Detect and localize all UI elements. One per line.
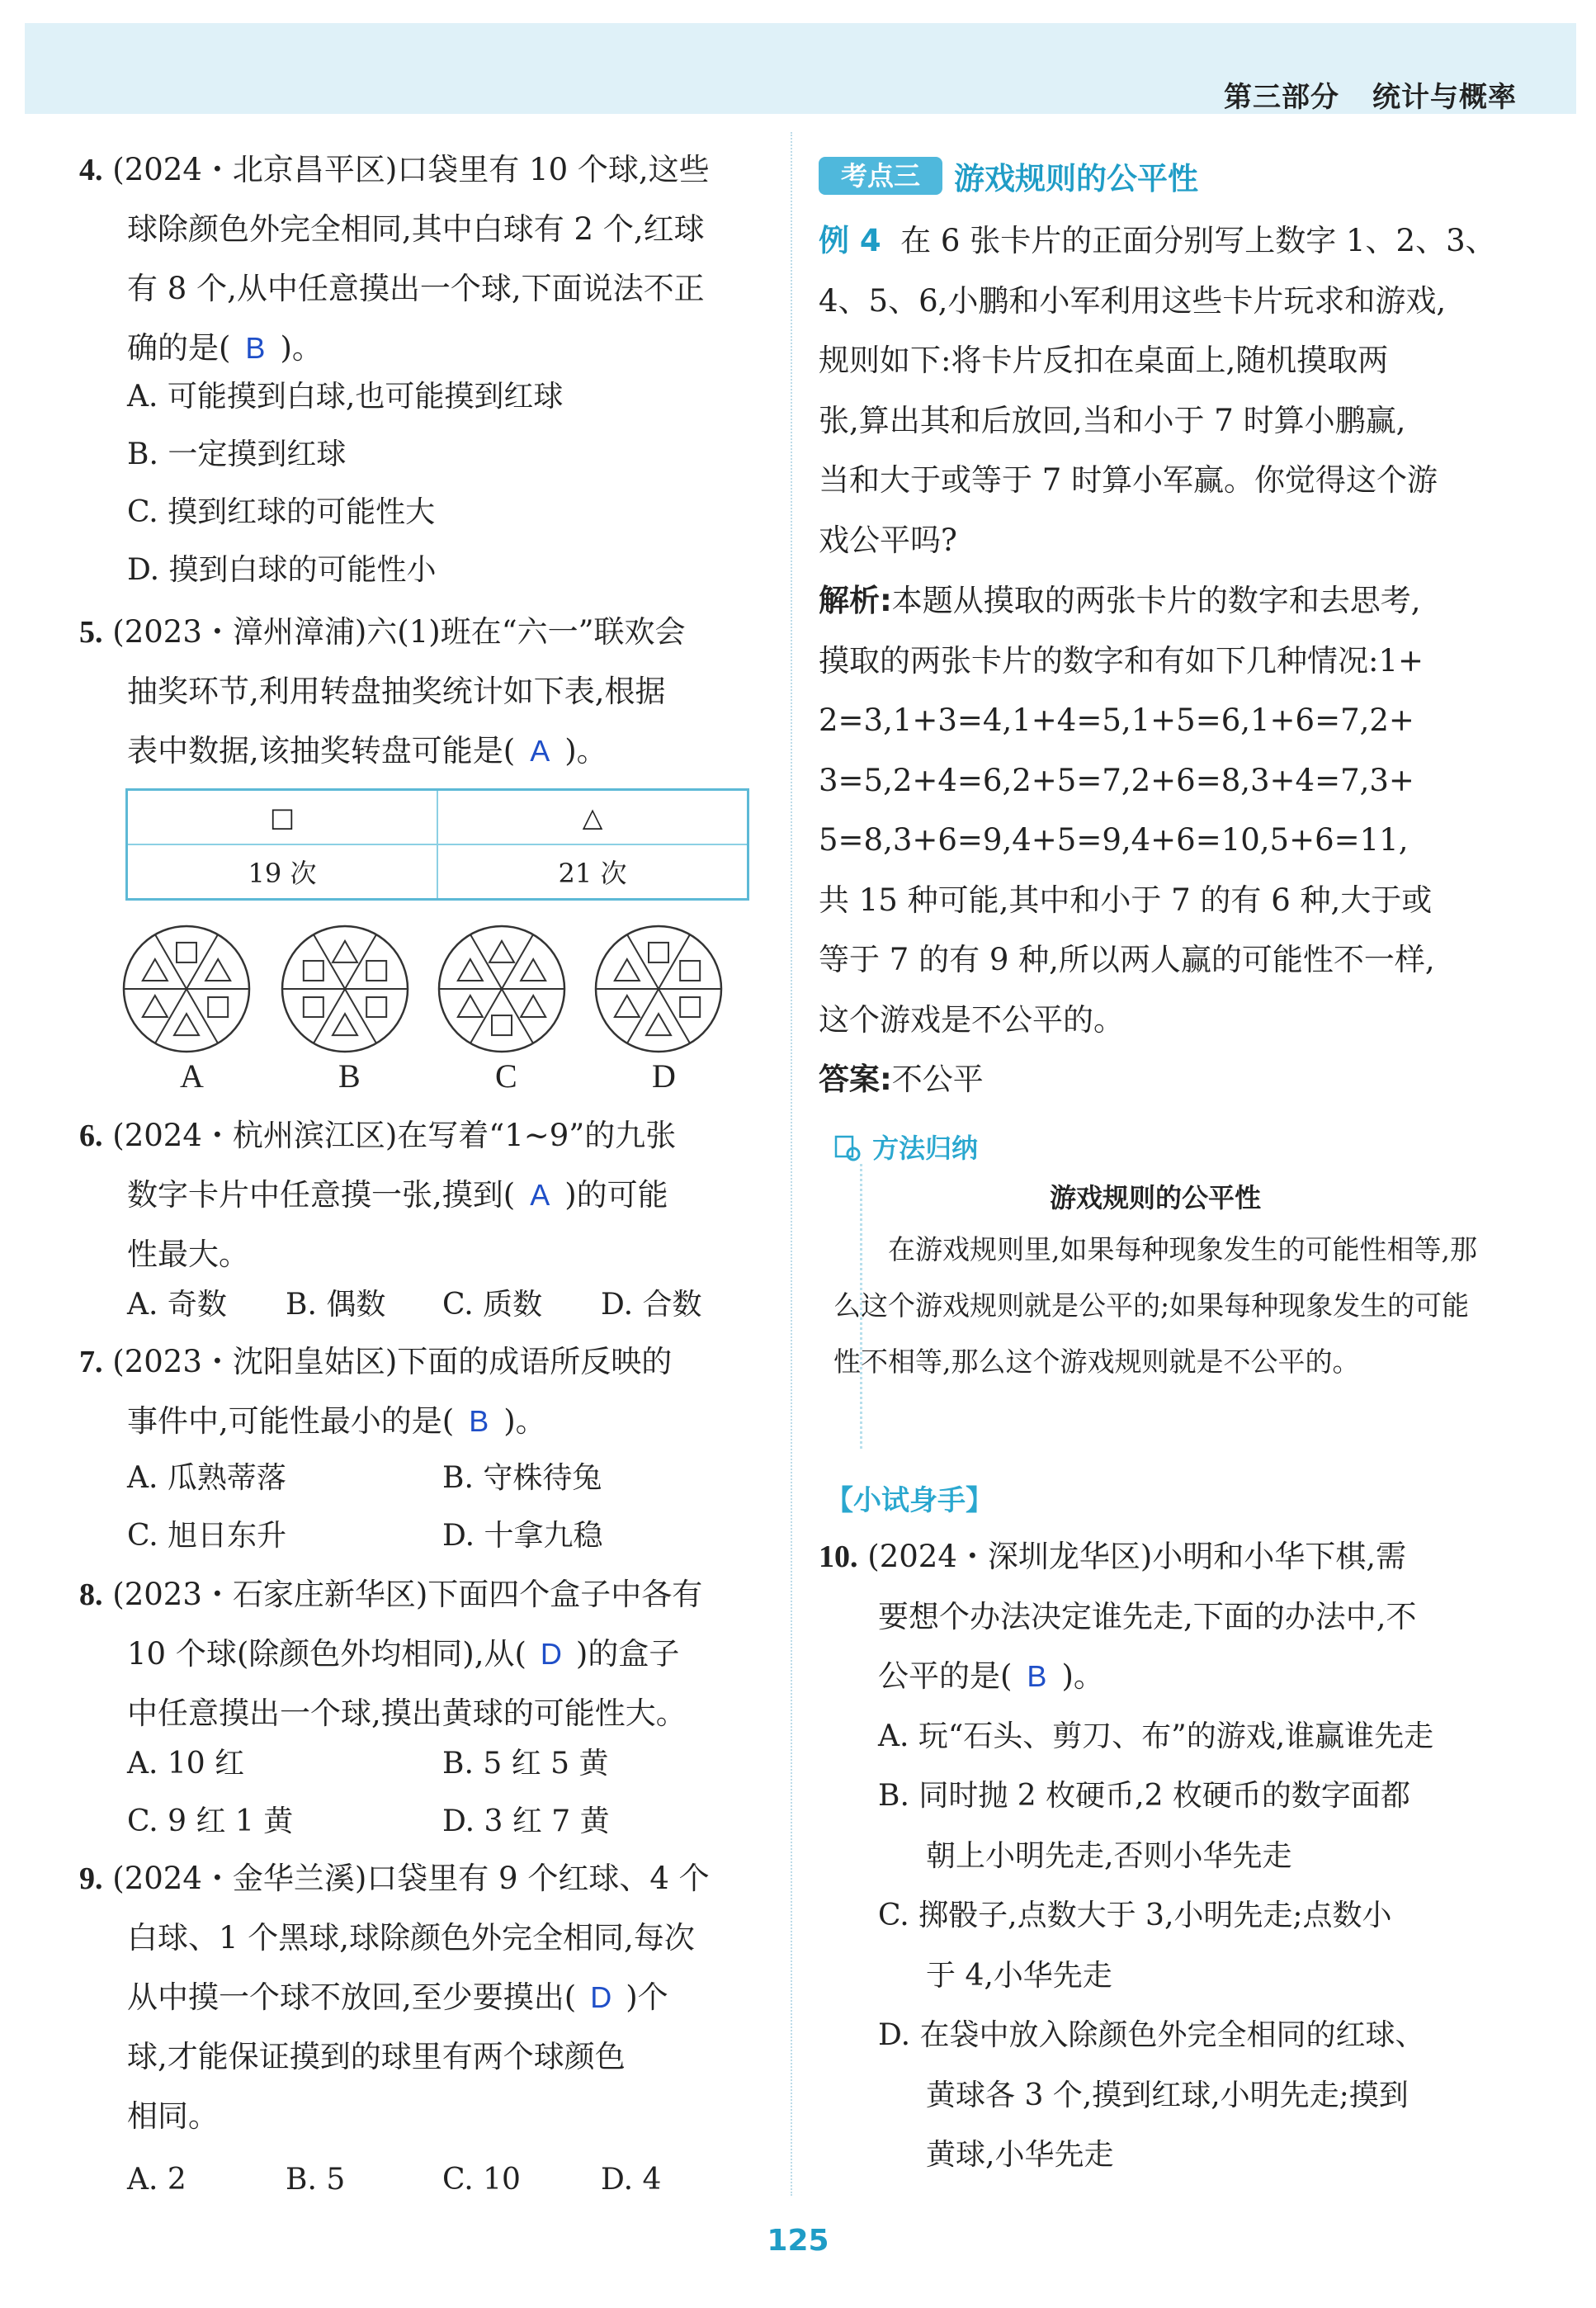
question-number: 4. (79, 153, 103, 187)
spinner-a (124, 926, 249, 1052)
question-text: (2023・沈阳皇姑区)下面的成语所反映的 (112, 1344, 673, 1379)
spinner-triangle (615, 959, 640, 981)
option-d: 黄球,小华先走 (926, 2138, 1114, 2172)
option-d: D. 合数 (601, 1288, 702, 1322)
method-body: 在游戏规则里,如果每种现象发生的可能性相等,那么这个游戏规则就是公平的;如果每种现象发生的可能性不相等,那么这个游戏规则就是不公平的。 (833, 1233, 1477, 1378)
question-text: )的盒子 (575, 1636, 680, 1672)
spinner-square (680, 997, 700, 1017)
analysis-label: 解析: (819, 583, 892, 618)
question-text: )。 (280, 330, 323, 366)
example-text: 戏公平吗? (819, 522, 957, 558)
option-d: D. 3 红 7 黄 (442, 1804, 610, 1838)
option-b: B. 偶数 (286, 1288, 386, 1322)
example-text: 当和大于或等于 7 时算小军赢。你觉得这个游 (819, 462, 1438, 498)
header-part: 第三部分 (1224, 81, 1339, 114)
spinner-d (596, 926, 721, 1052)
option-b: B. 守株待兔 (442, 1461, 602, 1495)
table-cell-triangle-count: 21 次 (437, 844, 748, 900)
analysis-text: 共 15 种可能,其中和小于 7 的有 6 种,大于或 (819, 882, 1433, 918)
option-c: C. 质数 (442, 1288, 543, 1322)
spinner-options (122, 916, 766, 1065)
option-b: B. 5 红 5 黄 (442, 1747, 609, 1781)
question-4 (79, 140, 764, 378)
option-a: A. 奇数 (127, 1288, 227, 1322)
spinner-triangle (489, 941, 514, 962)
analysis-text: 本题从摸取的两张卡片的数字和去思考, (891, 583, 1421, 618)
spinner-c (439, 926, 564, 1052)
question-text: 球除颜色外完全相同,其中白球有 2 个,红球 (127, 211, 705, 247)
analysis (819, 571, 1504, 1110)
question-8 (79, 1565, 764, 1743)
option-d: D. 摸到白球的可能性小 (127, 553, 437, 587)
analysis-text: 等于 7 的有 9 种,所以两人赢的可能性不一样, (819, 942, 1435, 977)
question-text: 事件中,可能性最小的是( (127, 1403, 455, 1439)
question-10 (819, 1527, 1504, 2186)
option-c: C. 10 (442, 2163, 521, 2197)
question-text: 白球、1 个黑球,球除颜色外完全相同,每次 (127, 1920, 695, 1956)
spinner-square (492, 1015, 512, 1035)
question-5 (79, 603, 764, 781)
spinner-square (177, 943, 196, 962)
question-9 (79, 1849, 764, 2146)
option-b: B. 5 (286, 2163, 346, 2197)
question-text: (2024・深圳龙华区)小明和小华下棋,需 (867, 1539, 1407, 1574)
option-a: A. 可能摸到白球,也可能摸到红球 (127, 380, 564, 414)
question-text: 抽奖环节,利用转盘抽奖统计如下表,根据 (127, 674, 666, 709)
question-text: 公平的是( (878, 1658, 1013, 1694)
option-d: 黄球各 3 个,摸到红球,小明先走;摸到 (926, 2078, 1409, 2112)
question-text: )。 (564, 733, 607, 769)
spinner-square (366, 961, 386, 981)
question-number: 8. (79, 1577, 103, 1612)
spinner-triangle (615, 996, 640, 1017)
answer-text: 不公平 (891, 1062, 984, 1097)
spinner-triangle (333, 1014, 357, 1035)
option-a: A. 玩“石头、剪刀、布”的游戏,谁赢谁先走 (878, 1719, 1434, 1753)
question-text: 表中数据,该抽奖转盘可能是( (127, 733, 516, 769)
spinner-triangle (143, 959, 168, 981)
option-c: C. 9 红 1 黄 (127, 1804, 294, 1838)
table-header-triangle: △ (437, 790, 748, 845)
question-text: (2023・漳州漳浦)六(1)班在“六一”联欢会 (112, 614, 686, 650)
method-heading (833, 1128, 978, 1166)
method-heading-text: 方法归纳 (872, 1133, 979, 1164)
question-text: 有 8 个,从中任意摸出一个球,下面说法不正 (127, 271, 705, 306)
analysis-text: 5=8,3+6=9,4+5=9,4+6=10,5+6=11, (819, 822, 1409, 858)
example-4 (819, 211, 1504, 570)
table-header-square: □ (127, 790, 438, 845)
answer-mark: B (245, 331, 266, 365)
answer-mark: D (590, 1980, 612, 2014)
question-text: (2023・石家庄新华区)下面四个盒子中各有 (112, 1577, 703, 1612)
spinner-label-b: B (338, 1057, 361, 1095)
option-b: 朝上小明先走,否则小华先走 (926, 1838, 1292, 1873)
option-b: B. 一定摸到红球 (127, 437, 347, 471)
option-d: D. 在袋中放入除颜色外完全相同的红球、 (878, 2018, 1425, 2052)
question-7 (79, 1332, 764, 1451)
option-a: A. 瓜熟蒂落 (127, 1461, 286, 1495)
option-c: C. 掷骰子,点数大于 3,小明先走;点数小 (878, 1899, 1392, 1932)
spinner-square (366, 997, 386, 1017)
spinner-b (282, 926, 408, 1052)
question-text: 球,才能保证摸到的球里有两个球颜色 (127, 2039, 626, 2074)
question-number: 5. (79, 615, 103, 650)
method-title: 游戏规则的公平性 (1049, 1182, 1261, 1213)
analysis-text: 这个游戏是不公平的。 (819, 1001, 1124, 1038)
section-badge: 考点三 (819, 157, 942, 195)
question-text: 中任意摸出一个球,摸出黄球的可能性大。 (127, 1696, 687, 1731)
example-text: 张,算出其和后放回,当和小于 7 时算小鹏赢, (819, 402, 1406, 438)
question-text: )。 (1061, 1658, 1104, 1694)
question-text: 确的是( (127, 330, 231, 366)
spinner-square (649, 943, 668, 962)
spinner-triangle (174, 1014, 199, 1035)
method-gear-icon (833, 1134, 863, 1162)
option-c: C. 摸到红球的可能性大 (127, 495, 436, 529)
spinner-square (208, 997, 228, 1017)
spinner-label-a: A (180, 1057, 204, 1095)
option-d: D. 十拿九稳 (442, 1519, 603, 1553)
spinner-square (680, 961, 700, 981)
question-text: 性最大。 (127, 1237, 249, 1272)
analysis-text: 摸取的两张卡片的数字和有如下几种情况:1+ (819, 642, 1424, 679)
option-d: D. 4 (601, 2163, 662, 2197)
question-number: 9. (79, 1861, 103, 1896)
question-text: )。 (503, 1403, 546, 1439)
spinner-square (304, 997, 323, 1017)
option-a: A. 2 (127, 2163, 187, 2197)
spinner-stats-table (125, 788, 749, 901)
question-number: 10. (819, 1539, 858, 1574)
header-section: 统计与概率 (1372, 81, 1517, 114)
option-a: A. 10 红 (127, 1747, 245, 1781)
question-number: 7. (79, 1345, 103, 1379)
question-text: 10 个球(除颜色外均相同),从( (127, 1636, 526, 1672)
analysis-text: 2=3,1+3=4,1+4=5,1+5=6,1+6=7,2+ (819, 702, 1414, 738)
question-number: 6. (79, 1119, 103, 1153)
spinner-triangle (205, 959, 230, 981)
question-text: (2024・杭州滨江区)在写着“1~9”的九张 (112, 1118, 677, 1153)
example-text: 规则如下:将卡片反扣在桌面上,随机摸取两 (819, 343, 1389, 378)
answer-mark: B (469, 1404, 489, 1438)
question-6 (79, 1106, 764, 1284)
answer-mark: A (530, 734, 550, 768)
table-cell-square-count: 19 次 (127, 844, 438, 900)
try-it-heading: 【小试身手】 (825, 1484, 994, 1517)
answer-mark: D (540, 1637, 562, 1671)
spinner-label-c: C (495, 1057, 517, 1095)
spinner-triangle (333, 941, 357, 962)
spinner-label-d: D (652, 1057, 676, 1095)
answer-mark: A (530, 1178, 550, 1212)
question-text: 相同。 (127, 2098, 219, 2134)
question-text: (2024・北京昌平区)口袋里有 10 个球,这些 (112, 152, 710, 187)
question-text: 数字卡片中任意摸一张,摸到( (127, 1177, 516, 1213)
example-text: 4、5、6,小鹏和小军利用这些卡片玩求和游戏, (819, 282, 1447, 319)
option-c: C. 旭日东升 (127, 1519, 287, 1553)
page-header-title (1224, 74, 1517, 115)
option-c: 于 4,小华先走 (926, 1958, 1112, 1993)
question-text: )个 (626, 1979, 668, 2015)
section-title: 游戏规则的公平性 (954, 161, 1198, 196)
question-text: 要想个办法决定谁先走,下面的办法中,不 (878, 1598, 1417, 1634)
analysis-text: 3=5,2+4=6,2+5=7,2+6=8,3+4=7,3+ (819, 762, 1414, 798)
example-label: 例 4 (819, 223, 881, 258)
option-b: B. 同时抛 2 枚硬币,2 枚硬币的数字面都 (878, 1779, 1410, 1813)
spinner-triangle (458, 959, 483, 981)
spinner-square (304, 961, 323, 981)
spinner-triangle (143, 996, 168, 1017)
page-number: 125 (767, 2224, 829, 2258)
answer-label: 答案: (819, 1062, 892, 1097)
example-text: 在 6 张卡片的正面分别写上数字 1、2、3、 (900, 223, 1496, 258)
spinner-triangle (521, 996, 545, 1017)
question-text: )的可能 (564, 1177, 668, 1213)
question-text: (2024・金华兰溪)口袋里有 9 个红球、4 个 (112, 1861, 710, 1896)
answer-mark: B (1027, 1659, 1047, 1693)
spinner-triangle (521, 959, 545, 981)
question-text: 从中摸一个球不放回,至少要摸出( (127, 1979, 577, 2015)
column-divider (791, 132, 792, 2196)
spinner-triangle (646, 1014, 671, 1035)
spinner-triangle (458, 996, 483, 1017)
